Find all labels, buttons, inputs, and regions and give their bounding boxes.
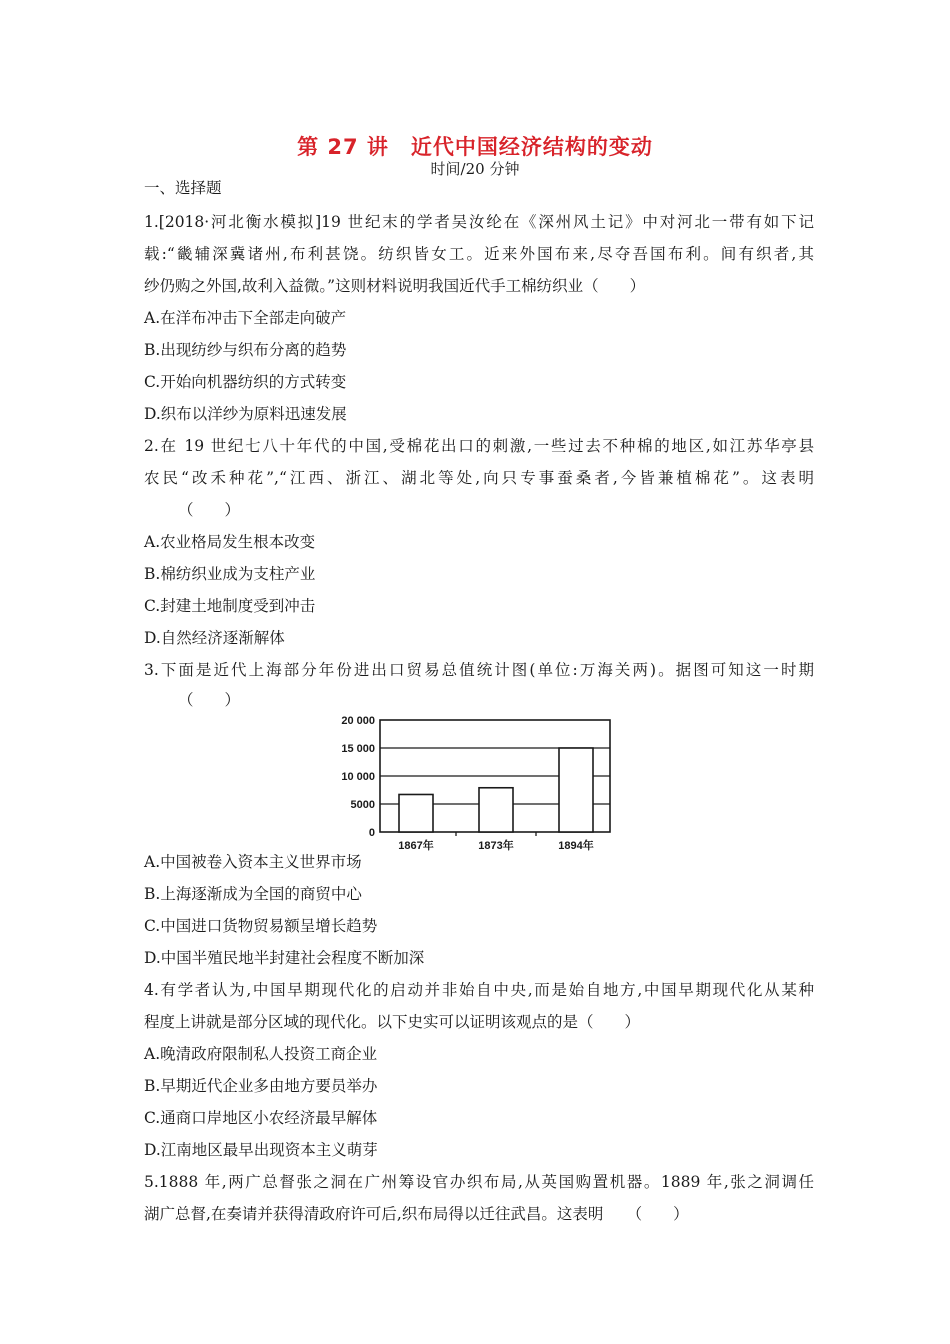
question-3-option-d: D.中国半殖民地半封建社会程度不断加深 (144, 949, 425, 967)
question-2-option-a: A.农业格局发生根本改变 (144, 533, 316, 551)
x-tick-label: 1894年 (558, 840, 594, 852)
trade-chart (330, 708, 620, 858)
question-2-text: 农民“改禾种花”,“江西、浙江、湖北等处,向只专事蚕桑者,今皆兼植棉花”。这表明 (144, 469, 814, 487)
x-tick-label: 1867年 (398, 840, 434, 852)
question-2-option-c: C.封建土地制度受到冲击 (144, 597, 316, 615)
question-1-text: 纱仍购之外国,故利入益微。”这则材料说明我国近代手工棉纺织业（ ） (144, 277, 646, 295)
question-3-option-c: C.中国进口货物贸易额呈增长趋势 (144, 917, 378, 935)
question-4-text: 程度上讲就是部分区域的现代化。以下史实可以证明该观点的是（ ） (144, 1013, 641, 1031)
question-1-option-d: D.织布以洋纱为原料迅速发展 (144, 405, 347, 423)
question-5-text: 5.1888 年,两广总督张之洞在广州筹设官办织布局,从英国购置机器。1889 年,张之洞调任 (144, 1173, 814, 1191)
y-tick-label: 15 000 (341, 743, 375, 755)
y-tick-label: 10 000 (341, 771, 375, 783)
question-4-text: 4.有学者认为,中国早期现代化的启动并非始自中央,而是始自地方,中国早期现代化从某种 (144, 981, 814, 999)
page-title: 第 27 讲 近代中国经济结构的变动 (297, 135, 653, 159)
question-4-option-c: C.通商口岸地区小农经济最早解体 (144, 1109, 378, 1127)
question-3-option-a: A.中国被卷入资本主义世界市场 (144, 853, 362, 871)
question-4-option-d: D.江南地区最早出现资本主义萌芽 (144, 1141, 378, 1159)
question-2-option-b: B.棉纺织业成为支柱产业 (144, 565, 316, 583)
bar-chart-svg (330, 708, 620, 858)
question-4-option-a: A.晚清政府限制私人投资工商企业 (144, 1045, 378, 1063)
bar (479, 788, 513, 832)
question-3-answer-blank: （ ） (178, 691, 241, 709)
question-3-option-b: B.上海逐渐成为全国的商贸中心 (144, 885, 362, 903)
bar (399, 794, 433, 832)
question-1-text: 1.[2018·河北衡水模拟]19 世纪末的学者吴汝纶在《深州风土记》中对河北一带有如下记 (144, 213, 814, 231)
question-2-text: 2.在 19 世纪七八十年代的中国,受棉花出口的刺激,一些过去不种棉的地区,如江苏华亭县 (144, 437, 814, 455)
question-3-text: 3.下面是近代上海部分年份进出口贸易总值统计图(单位:万海关两)。据图可知这一时期 (144, 661, 814, 679)
time-limit: 时间/20 分钟 (430, 160, 520, 178)
y-tick-label: 20 000 (341, 715, 375, 727)
question-1-option-c: C.开始向机器纺织的方式转变 (144, 373, 347, 391)
question-1-option-b: B.出现纺纱与织布分离的趋势 (144, 341, 347, 359)
question-2-option-d: D.自然经济逐渐解体 (144, 629, 285, 647)
y-tick-label: 0 (368, 827, 375, 839)
question-4-option-b: B.早期近代企业多由地方要员举办 (144, 1077, 378, 1095)
y-tick-label: 5000 (350, 799, 375, 811)
question-5-text: 湖广总督,在奏请并获得清政府许可后,织布局得以迁往武昌。这表明 （ ） (144, 1205, 689, 1223)
x-tick-label: 1873年 (478, 840, 514, 852)
question-2-answer-blank: （ ） (178, 501, 241, 519)
bar (559, 748, 593, 832)
question-1-option-a: A.在洋布冲击下全部走向破产 (144, 309, 347, 327)
question-1-text: 载:“畿辅深冀诸州,布利甚饶。纺织皆女工。近来外国布来,尽夺吾国布利。间有织者,其 (144, 245, 814, 263)
section-heading: 一、选择题 (144, 179, 222, 197)
